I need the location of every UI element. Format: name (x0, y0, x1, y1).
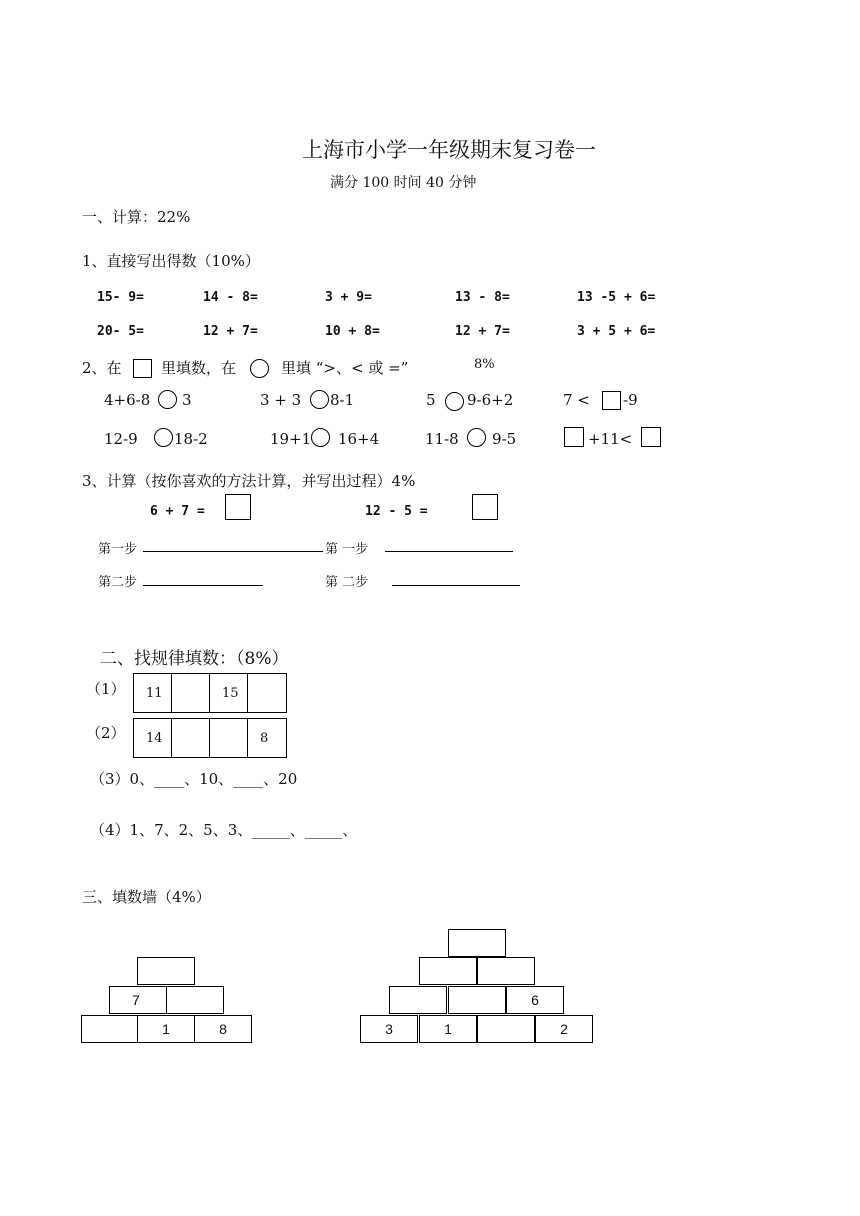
wall-brick[interactable] (137, 957, 195, 985)
q2-expr: 12-9 (104, 430, 138, 448)
wall-brick[interactable] (448, 929, 506, 957)
q2-expr: +11< (588, 430, 633, 448)
q3-equation: 12 - 5 = (365, 504, 428, 519)
answer-box[interactable] (133, 359, 152, 378)
q1-item: 10 + 8= (325, 324, 380, 339)
wall-brick[interactable] (477, 1015, 535, 1043)
q1-item: 14 - 8= (203, 290, 258, 305)
wall-brick: 8 (194, 1015, 252, 1043)
q1-item: 20- 5= (97, 324, 144, 339)
wall-brick: 6 (506, 986, 564, 1014)
q2-expr: 3 + 3 (260, 391, 302, 409)
compare-circle[interactable] (158, 390, 177, 409)
answer-line[interactable] (143, 585, 263, 586)
q2-expr: 9-5 (492, 430, 517, 448)
wall-brick: 2 (535, 1015, 593, 1043)
answer-box[interactable] (602, 391, 621, 410)
q2-expr: 18-2 (174, 430, 208, 448)
q1-item: 3 + 9= (325, 290, 372, 305)
wall-brick[interactable] (166, 986, 224, 1014)
page-subtitle: 满分 100 时间 40 分钟 (330, 175, 477, 191)
answer-box[interactable] (225, 494, 251, 520)
wall-brick: 7 (109, 986, 167, 1014)
q1-item: 15- 9= (97, 290, 144, 305)
q1-item: 13 -5 + 6= (577, 290, 656, 305)
pattern-cell: 14 (134, 719, 172, 757)
wall-brick[interactable] (389, 986, 447, 1014)
answer-box[interactable] (564, 427, 584, 447)
wall-brick: 1 (419, 1015, 477, 1043)
compare-circle[interactable] (311, 428, 330, 447)
page-title: 上海市小学一年级期末复习卷一 (302, 138, 596, 162)
wall-brick[interactable] (419, 957, 477, 985)
pattern-cell[interactable] (172, 674, 210, 712)
answer-line[interactable] (143, 551, 323, 552)
pattern-grid (133, 673, 287, 713)
step-label: 第 一步 (325, 542, 369, 557)
q2-expr: 3 (182, 391, 192, 409)
step-label: 第 二步 (325, 575, 369, 590)
q2-suffix: 里填 “>、< 或 =” (281, 359, 409, 377)
pattern-label: （2） (86, 724, 126, 742)
q2-expr: 11-8 (425, 430, 459, 448)
section1-heading: 一、计算：22% (82, 208, 191, 226)
q2-mid: 里填数，在 (161, 359, 237, 377)
q2-expr: 5 (426, 391, 436, 409)
q2-expr: 9-6+2 (467, 391, 514, 409)
q3-equation: 6 + 7 = (150, 504, 205, 519)
wall-brick[interactable] (477, 957, 535, 985)
q2-expr: 16+4 (338, 430, 380, 448)
q2-percent: 8% (474, 357, 495, 372)
wall-brick: 1 (137, 1015, 195, 1043)
q2-expr: 19+1 (270, 430, 312, 448)
pattern-sequence: （4）1、7、2、5、3、_____、_____、 (90, 821, 358, 839)
q2-expr: -9 (623, 391, 638, 409)
wall-brick[interactable] (81, 1015, 139, 1043)
wall-brick[interactable] (448, 986, 506, 1014)
pattern-label: （1） (86, 680, 126, 698)
compare-circle[interactable] (154, 428, 173, 447)
step-label: 第一步 (98, 542, 138, 557)
answer-line[interactable] (392, 585, 520, 586)
wall-brick: 3 (360, 1015, 418, 1043)
step-label: 第二步 (98, 575, 138, 590)
q1-item: 13 - 8= (455, 290, 510, 305)
compare-circle[interactable] (250, 359, 269, 378)
pattern-cell[interactable] (248, 674, 286, 712)
pattern-sequence: （3）0、____、10、____、20 (90, 770, 298, 788)
pattern-grid (133, 718, 287, 758)
answer-box[interactable] (641, 427, 661, 447)
q1-item: 12 + 7= (455, 324, 510, 339)
pattern-cell: 8 (260, 730, 269, 746)
section3-heading: 三、填数墙（4%） (82, 888, 211, 906)
q3-heading: 3、计算（按你喜欢的方法计算，并写出过程）4% (82, 472, 416, 490)
q1-heading: 1、直接写出得数（10%） (82, 252, 260, 270)
compare-circle[interactable] (445, 392, 464, 411)
compare-circle[interactable] (467, 428, 486, 447)
compare-circle[interactable] (310, 390, 329, 409)
answer-line[interactable] (385, 551, 513, 552)
section2-heading: 二、找规律填数：（8%） (100, 649, 289, 669)
q2-expr: 7 < (563, 391, 590, 409)
q1-item: 12 + 7= (203, 324, 258, 339)
answer-box[interactable] (472, 494, 498, 520)
q1-item: 3 + 5 + 6= (577, 324, 656, 339)
pattern-cell[interactable] (172, 719, 210, 757)
q2-expr: 4+6-8 (104, 391, 151, 409)
q2-prefix: 2、在 (82, 359, 122, 377)
q2-expr: 8-1 (330, 391, 355, 409)
pattern-cell: 11 (134, 674, 172, 712)
pattern-cell[interactable] (210, 719, 248, 757)
pattern-cell: 15 (210, 674, 248, 712)
